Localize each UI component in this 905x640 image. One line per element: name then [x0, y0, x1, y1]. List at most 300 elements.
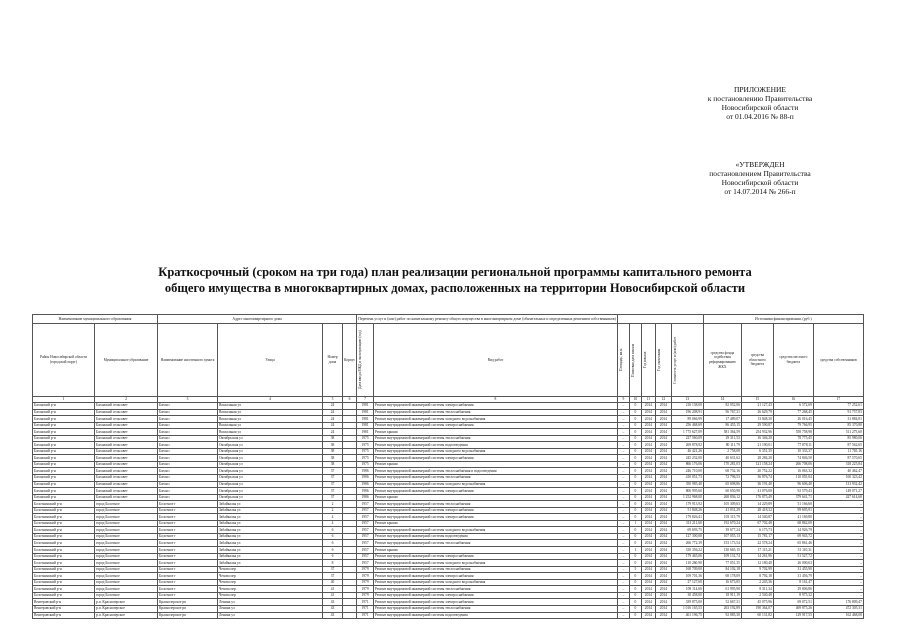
- table-cell: 6: [323, 533, 343, 540]
- table-cell: 43: [323, 605, 343, 612]
- table-cell: Вокзальная ул: [218, 409, 323, 416]
- col-year-built: Дата ввода МКД в эксплуатацию (год): [358, 330, 363, 390]
- table-cell: Болотное г: [158, 566, 218, 573]
- table-cell: 68 178,09: [703, 573, 741, 580]
- table-cell: 170 281,03: [703, 461, 741, 468]
- table-cell: Баган с: [158, 448, 218, 455]
- table-cell: –: [813, 501, 863, 508]
- table-cell: 2014: [641, 566, 655, 573]
- table-cell: 160 323,42: [813, 475, 863, 482]
- table-cell: 24: [323, 429, 343, 436]
- table-cell: 472 305,31: [813, 605, 863, 612]
- table-cell: 103 115,79: [703, 514, 741, 521]
- table-cell: 8 792,18: [741, 573, 773, 580]
- table-cell: Баганский сельсовет: [95, 488, 158, 495]
- table-cell: 269 878,92: [671, 442, 703, 449]
- table-cell: 107 055,13: [703, 533, 741, 540]
- column-index-cell: 14: [703, 397, 741, 403]
- column-index-cell: 12: [655, 397, 671, 403]
- table-cell: 69 945,72: [773, 533, 813, 540]
- table-cell: Болотнинский р-н: [33, 540, 95, 547]
- table-cell: Болотное г: [158, 527, 218, 534]
- table-cell: Ремонт внутридомовой инженерной системы холодного водоснабжения: [373, 448, 617, 455]
- table-cell: 1981: [357, 422, 374, 429]
- table-cell: 18 911,19: [703, 592, 741, 599]
- table-cell: Забайкалья ул: [218, 560, 323, 567]
- table-cell: Ремонт внутридомовой инженерной системы холодного водоснабжения: [373, 579, 617, 586]
- table-cell: Баганский сельсовет: [95, 416, 158, 423]
- table-cell: 0: [629, 403, 641, 410]
- appendix-block: [680, 85, 840, 121]
- table-cell: 37: [323, 566, 343, 573]
- table-cell: 10 333,37: [773, 448, 813, 455]
- table-cell: –: [813, 507, 863, 514]
- column-index-cell: 11: [641, 397, 655, 403]
- table-cell: –: [617, 547, 629, 554]
- table-cell: Октябрьская ул: [218, 442, 323, 449]
- table-cell: 37: [323, 468, 343, 475]
- table-cell: 31 456,79: [773, 573, 813, 580]
- table-cell: 1986: [357, 481, 374, 488]
- table-cell: 51 110,31: [773, 547, 813, 554]
- table-cell: 339 875,00: [671, 599, 703, 606]
- table-cell: 26 000,63: [773, 560, 813, 567]
- table-cell: Болотное г: [158, 514, 218, 521]
- table-cell: 2014: [641, 514, 655, 521]
- table-cell: Венгеровский р-н: [33, 599, 95, 606]
- table-cell: 1975: [357, 455, 374, 462]
- table-cell: 2014: [641, 579, 655, 586]
- table-cell: 1: [629, 520, 641, 527]
- table-cell: Болотнинский р-н: [33, 586, 95, 593]
- table-cell: 68 862,00: [773, 520, 813, 527]
- table-cell: Баганский р-н: [33, 494, 95, 501]
- table-cell: 313 211,60: [671, 520, 703, 527]
- table-cell: 310 356,22: [671, 547, 703, 554]
- table-cell: 2014: [641, 612, 655, 619]
- table-cell: 28 284,20: [741, 455, 773, 462]
- table-cell: 2014: [655, 599, 671, 606]
- col-total: Стоимость услуг и (или) работ: [672, 336, 677, 384]
- table-cell: 109 701,36: [671, 573, 703, 580]
- table-cell: 2014: [641, 560, 655, 567]
- table-cell: Болотнинский р-н: [33, 514, 95, 521]
- table-cell: Баган с: [158, 435, 218, 442]
- table-cell: –: [617, 553, 629, 560]
- table-cell: 2014: [655, 461, 671, 468]
- table-cell: 14 261,96: [741, 553, 773, 560]
- table-cell: 2014: [655, 579, 671, 586]
- table-cell: Забайкалья ул: [218, 527, 323, 534]
- table-cell: Болотнинский р-н: [33, 527, 95, 534]
- table-cell: Ремонт внутридомовой инженерной системы электроснабжения: [373, 403, 617, 410]
- table-cell: 179 826,41: [671, 514, 703, 521]
- table-cell: 2014: [655, 533, 671, 540]
- table-cell: 13 848,30: [741, 416, 773, 423]
- table-cell: 2014: [641, 501, 655, 508]
- table-cell: 2 758,08: [703, 448, 741, 455]
- column-index-cell: 17: [813, 397, 863, 403]
- table-cell: 85 980,06: [813, 435, 863, 442]
- table-cell: 0: [629, 468, 641, 475]
- table-cell: Ремонт внутридомовой инженерной системы теплоснабжения: [373, 501, 617, 508]
- table-cell: 0: [629, 481, 641, 488]
- table-cell: 469 875,26: [773, 605, 813, 612]
- column-index-cell: 1: [33, 397, 95, 403]
- table-cell: 110 055,04: [773, 475, 813, 482]
- table-cell: Баганский р-н: [33, 448, 95, 455]
- table-cell: Октябрьская ул: [218, 435, 323, 442]
- table-cell: 2014: [655, 573, 671, 580]
- table-cell: 28 418,32: [741, 507, 773, 514]
- approved-block: [680, 160, 840, 196]
- table-cell: 0: [629, 527, 641, 534]
- table-cell: –: [813, 579, 863, 586]
- table-cell: город Болотное: [95, 533, 158, 540]
- table-cell: 110 260,90: [671, 560, 703, 567]
- table-cell: 36 876,74: [741, 475, 773, 482]
- table-cell: 24: [323, 409, 343, 416]
- table-cell: 30 458,00: [671, 592, 703, 599]
- table-cell: Ремонт крыши: [373, 547, 617, 554]
- table-cell: 2014: [641, 409, 655, 416]
- table-cell: 96 606,40: [773, 481, 813, 488]
- table-cell: 2014: [641, 475, 655, 482]
- table-cell: 80 111,79: [703, 442, 741, 449]
- table-cell: город Болотное: [95, 579, 158, 586]
- table-cell: 77 268,45: [773, 409, 813, 416]
- table-cell: Болотное г: [158, 560, 218, 567]
- table-cell: 2014: [655, 488, 671, 495]
- table-cell: –: [617, 520, 629, 527]
- table-cell: Чехова пер: [218, 566, 323, 573]
- table-cell: –: [617, 507, 629, 514]
- table-cell: 22 578,24: [741, 540, 773, 547]
- table-cell: 99 695,91: [773, 507, 813, 514]
- table-cell: –: [617, 481, 629, 488]
- column-index-cell: 2: [95, 397, 158, 403]
- appendix-date: от 01.04.2016 № 88-п: [726, 112, 794, 121]
- col-local: средства местного бюджета: [773, 324, 813, 397]
- table-cell: 40 631,62: [703, 455, 741, 462]
- table-cell: Ремонт внутридомовой инженерной системы электроснабжения: [373, 422, 617, 429]
- col-work-type: Вид работ: [373, 324, 617, 397]
- table-cell: 2014: [641, 461, 655, 468]
- table-cell: 2014: [655, 547, 671, 554]
- table-cell: Ремонт крыши: [373, 461, 617, 468]
- table-cell: 1957: [357, 547, 374, 554]
- table-cell: 6: [323, 547, 343, 554]
- table-cell: 31 884,81: [813, 416, 863, 423]
- table-cell: 91 757,83: [813, 409, 863, 416]
- table-cell: 0: [629, 586, 641, 593]
- table-cell: Болотнинский р-н: [33, 592, 95, 599]
- column-index-cell: 6: [343, 397, 357, 403]
- table-cell: –: [617, 455, 629, 462]
- table-cell: Ремонт крыши: [373, 520, 617, 527]
- table-cell: 2014: [641, 455, 655, 462]
- table-cell: Ленина ул: [218, 612, 323, 619]
- table-cell: 2014: [655, 455, 671, 462]
- table-cell: Болотнинский р-н: [33, 507, 95, 514]
- table-cell: Забайкалья ул: [218, 501, 323, 508]
- table-cell: город Болотное: [95, 507, 158, 514]
- table-cell: 0: [629, 501, 641, 508]
- table-cell: город Болотное: [95, 501, 158, 508]
- table-cell: Венгеровский р-н: [33, 612, 95, 619]
- table-cell: 131 932,42: [813, 481, 863, 488]
- table-cell: –: [617, 612, 629, 619]
- table-cell: 1986: [357, 494, 374, 501]
- table-cell: Забайкалья ул: [218, 520, 323, 527]
- table-cell: 121 158,24: [741, 461, 773, 468]
- table-cell: Вокзальная ул: [218, 403, 323, 410]
- table-cell: Болотное г: [158, 592, 218, 599]
- table-cell: Баганский р-н: [33, 481, 95, 488]
- table-cell: Ремонт внутридомовой инженерной системы теплоснабжения: [373, 566, 617, 573]
- table-cell: 0: [629, 553, 641, 560]
- table-cell: 68 732,16: [703, 468, 741, 475]
- table-cell: Баганский сельсовет: [95, 481, 158, 488]
- table-cell: 29 590,87: [741, 422, 773, 429]
- table-cell: Ремонт внутридомовой инженерной системы теплоснабжения: [373, 586, 617, 593]
- table-cell: 2014: [655, 429, 671, 436]
- col-owners: средства собственников: [813, 324, 863, 397]
- table-cell: 2014: [641, 586, 655, 593]
- table-cell: 105 309,63: [703, 501, 741, 508]
- table-cell: Венгеровский р-н: [33, 605, 95, 612]
- table-cell: 192 670,24: [703, 520, 741, 527]
- table-cell: Баган с: [158, 468, 218, 475]
- table-cell: –: [813, 547, 863, 554]
- table-cell: –: [813, 533, 863, 540]
- table-cell: –: [617, 540, 629, 547]
- table-cell: 2: [323, 507, 343, 514]
- table-cell: –: [813, 540, 863, 547]
- table-cell: 0: [629, 560, 641, 567]
- table-cell: 246 710,00: [671, 468, 703, 475]
- column-index-cell: 3: [158, 397, 218, 403]
- table-cell: 2014: [641, 527, 655, 534]
- approved-title: «УТВЕРЖДЕН: [735, 160, 785, 169]
- table-cell: 2014: [641, 533, 655, 540]
- table-cell: –: [813, 560, 863, 567]
- table-cell: 79 766,95: [773, 422, 813, 429]
- table-cell: 60 650,98: [703, 488, 741, 495]
- table-cell: Ремонт внутридомовой инженерной системы холодного водоснабжения: [373, 527, 617, 534]
- table-cell: Баган с: [158, 422, 218, 429]
- table-cell: 24: [323, 416, 343, 423]
- table-cell: –: [617, 579, 629, 586]
- column-index-cell: 4: [218, 397, 323, 403]
- table-cell: Болотнинский р-н: [33, 566, 95, 573]
- table-cell: 2014: [641, 520, 655, 527]
- table-cell: 245 232,00: [671, 455, 703, 462]
- table-cell: 0: [629, 592, 641, 599]
- table-cell: Баганский сельсовет: [95, 429, 158, 436]
- table-cell: 130 665,15: [703, 547, 741, 554]
- table-cell: 0: [629, 573, 641, 580]
- table-cell: 1979: [357, 566, 374, 573]
- table-cell: –: [617, 488, 629, 495]
- table-cell: 6 175,73: [741, 527, 773, 534]
- table-cell: 1979: [357, 586, 374, 593]
- table-cell: 51 527,72: [773, 553, 813, 560]
- table-cell: 69 072,51: [773, 599, 813, 606]
- table-cell: –: [617, 501, 629, 508]
- table-cell: Чехова пер: [218, 573, 323, 580]
- table-cell: 1971: [357, 605, 374, 612]
- table-cell: 14 229,89: [741, 501, 773, 508]
- table-cell: 4: [323, 514, 343, 521]
- table-cell: Забайкалья ул: [218, 553, 323, 560]
- table-cell: Болотное г: [158, 540, 218, 547]
- table-cell: 0: [629, 540, 641, 547]
- table-cell: 2014: [655, 435, 671, 442]
- table-cell: 256 468,69: [671, 422, 703, 429]
- table-cell: 2014: [641, 599, 655, 606]
- approved-line: постановлением Правительства: [709, 169, 811, 178]
- table-cell: 168 709,00: [671, 566, 703, 573]
- table-cell: 0: [629, 435, 641, 442]
- table-cell: Баганский сельсовет: [95, 461, 158, 468]
- table-cell: 38: [323, 448, 343, 455]
- table-cell: 51 848,26: [671, 507, 703, 514]
- table-cell: 461 196,75: [671, 612, 703, 619]
- table-cell: Баганский сельсовет: [95, 403, 158, 410]
- table-cell: 1979: [357, 592, 374, 599]
- table-cell: Ленина ул: [218, 605, 323, 612]
- col-municipal: Муниципальное образование: [95, 324, 158, 397]
- table-cell: 38: [323, 461, 343, 468]
- table-cell: 0: [629, 455, 641, 462]
- table-cell: 1986: [357, 468, 374, 475]
- table-cell: Ремонт внутридомовой инженерной системы электроснабжения: [373, 514, 617, 521]
- table-cell: Баган с: [158, 429, 218, 436]
- table-cell: 24: [323, 403, 343, 410]
- col-fund: средства фонда содействия реформированию ЖКХ: [703, 324, 741, 397]
- table-cell: 37: [323, 573, 343, 580]
- col-year-end: Год окончания: [656, 348, 661, 372]
- appendix-line: Новосибирской области: [721, 103, 799, 112]
- table-cell: 1957: [357, 527, 374, 534]
- table-cell: Болотнинский р-н: [33, 573, 95, 580]
- table-cell: 41: [323, 592, 343, 599]
- table-cell: р.п. Краснозерское: [95, 605, 158, 612]
- table-cell: –: [617, 448, 629, 455]
- table-cell: –: [813, 553, 863, 560]
- table-cell: Ремонт внутридомовой инженерной системы холодного водоснабжения: [373, 416, 617, 423]
- table-cell: 558 758,98: [773, 429, 813, 436]
- table-cell: 2014: [655, 448, 671, 455]
- table-cell: –: [813, 514, 863, 521]
- table-cell: 806 995,60: [671, 488, 703, 495]
- table-cell: город Болотное: [95, 527, 158, 534]
- table-cell: Болотнинский р-н: [33, 520, 95, 527]
- table-cell: Болотнинский р-н: [33, 560, 95, 567]
- table-cell: 26 016,45: [773, 416, 813, 423]
- table-cell: 190 364,07: [741, 605, 773, 612]
- table-cell: 37: [323, 475, 343, 482]
- table-cell: Ремонт внутридомовой инженерной системы холодного водоснабжения: [373, 560, 617, 567]
- table-cell: 2014: [655, 494, 671, 501]
- table-cell: 67 702,48: [741, 520, 773, 527]
- table-cell: 1971: [357, 612, 374, 619]
- table-cell: 4: [323, 520, 343, 527]
- table-cell: 65 698,86: [703, 481, 741, 488]
- table-cell: 43: [323, 612, 343, 619]
- table-cell: 6: [323, 553, 343, 560]
- table-cell: Баган с: [158, 481, 218, 488]
- table-cell: –: [617, 435, 629, 442]
- table-cell: 1 016 165,53: [671, 605, 703, 612]
- table-cell: 2014: [655, 507, 671, 514]
- header-cost: Источники финансирования, (руб.): [703, 315, 863, 324]
- column-index-cell: 7: [357, 397, 374, 403]
- table-cell: 0: [629, 514, 641, 521]
- table-cell: 179 465,06: [671, 553, 703, 560]
- table-cell: 17 115,21: [741, 547, 773, 554]
- table-cell: 46 421,26: [671, 448, 703, 455]
- table-cell: Забайкалья ул: [218, 514, 323, 521]
- table-row: [33, 612, 864, 619]
- table-cell: Ремонт внутридомовой инженерной системы теплоснабжения: [373, 409, 617, 416]
- table-cell: 92 579,43: [773, 488, 813, 495]
- table-cell: 84 102,18: [703, 566, 741, 573]
- table-cell: Баган с: [158, 416, 218, 423]
- table-cell: 38: [323, 442, 343, 449]
- table-cell: 266 772,39: [671, 540, 703, 547]
- table-cell: 2014: [655, 416, 671, 423]
- table-cell: 227 560,09: [671, 435, 703, 442]
- header-works: Перечень услуг и (или) работ по капитальному ремонту общего имущества в многоквартирном доме (обязательных и определенных решением собственников): [357, 315, 618, 324]
- table-cell: Баган с: [158, 442, 218, 449]
- table-cell: 318 225,84: [813, 461, 863, 468]
- table-cell: 2014: [655, 442, 671, 449]
- table-cell: –: [617, 586, 629, 593]
- table-cell: 511 275,60: [813, 429, 863, 436]
- table-cell: –: [617, 605, 629, 612]
- table-cell: Баганский р-н: [33, 435, 95, 442]
- table-cell: 1957: [357, 560, 374, 567]
- table-cell: 2014: [655, 605, 671, 612]
- table-cell: 1986: [357, 488, 374, 495]
- table-cell: 41 031,29: [703, 507, 741, 514]
- col-street: Улица: [218, 324, 323, 397]
- table-cell: Баганский р-н: [33, 409, 95, 416]
- table-cell: Чехова пер: [218, 592, 323, 599]
- table-cell: 41 169,80: [773, 514, 813, 521]
- col-area: Площадь, кв.м: [618, 348, 623, 372]
- table-cell: 56 767,31: [703, 409, 741, 416]
- table-cell: –: [617, 461, 629, 468]
- column-index-cell: 13: [671, 397, 703, 403]
- table-cell: 0: [629, 422, 641, 429]
- table-cell: Ремонт внутридомовой инженерной системы электроснабжения: [373, 455, 617, 462]
- table-cell: Вокзальная ул: [218, 422, 323, 429]
- table-cell: Баган с: [158, 403, 218, 410]
- title-line-1: Краткосрочный (сроком на три года) план реализации региональной программы капитального ремонта: [158, 265, 752, 279]
- table-cell: Ремонт крыши: [373, 494, 617, 501]
- table-cell: Болотное г: [158, 553, 218, 560]
- table-cell: 2014: [641, 605, 655, 612]
- table-cell: 2014: [655, 501, 671, 508]
- table-cell: Ремонт внутридомовой инженерной системы водоотведения: [373, 533, 617, 540]
- table-cell: –: [617, 592, 629, 599]
- column-index-cell: 16: [773, 397, 813, 403]
- table-cell: Забайкалья ул: [218, 507, 323, 514]
- table-cell: 6: [323, 527, 343, 534]
